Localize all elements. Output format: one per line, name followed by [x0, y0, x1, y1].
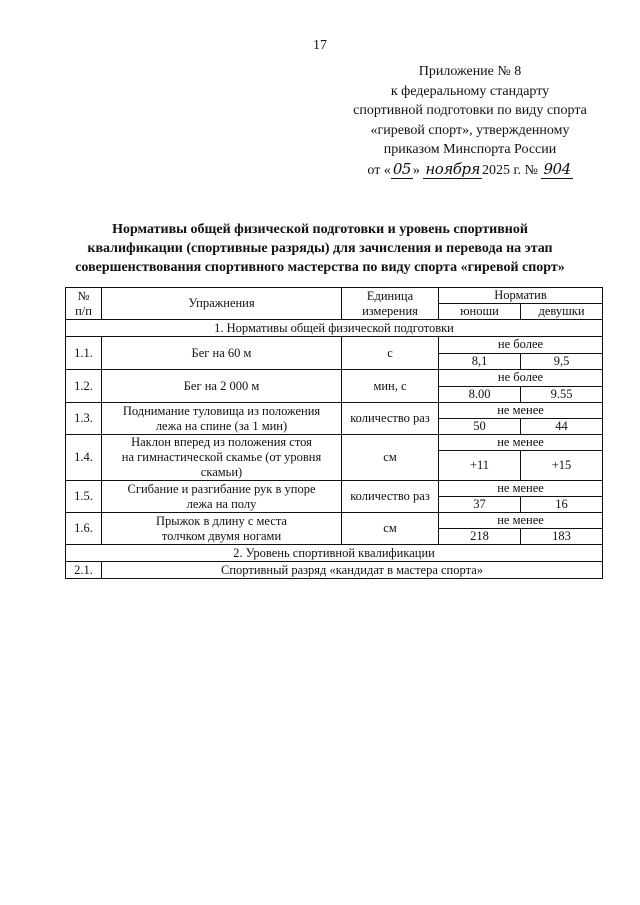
row-num: 1.1. — [66, 337, 102, 370]
section-row-1 — [66, 320, 603, 337]
header-norm: Норматив — [439, 288, 603, 304]
header-unit: Единица измерения — [342, 288, 439, 320]
appendix-date-line — [330, 160, 610, 181]
header-exercise: Упражнения — [102, 288, 342, 320]
row-girls-value: 44 — [521, 419, 603, 435]
row-boys-value: 37 — [439, 497, 521, 513]
row-condition: не более — [439, 370, 603, 387]
date-prefix: от « — [367, 162, 391, 178]
table-row — [66, 403, 603, 419]
row-exercise: Наклон вперед из положения стоя на гимнастической скамье (от уровня скамьи) — [102, 435, 342, 481]
appendix-line-4: «гиревой спорт», утвержденному — [370, 122, 570, 138]
row-unit: количество раз — [342, 481, 439, 513]
row-boys-value: +11 — [439, 451, 521, 481]
row-unit: мин, с — [342, 370, 439, 403]
order-number: 904 — [543, 159, 571, 178]
section-2-title: 2. Уровень спортивной квалификации — [66, 545, 603, 562]
row-num: 1.6. — [66, 513, 102, 545]
header-girls: девушки — [521, 304, 603, 320]
row-exercise: Бег на 2 000 м — [102, 370, 342, 403]
title-line-3: совершенствования спортивного мастерства по виду спорта «гиревой спорт» — [75, 260, 565, 275]
row-girls-value: 9.55 — [521, 386, 603, 403]
appendix-line-2: к федеральному стандарту — [390, 83, 550, 99]
row-condition: не менее — [439, 513, 603, 529]
table-row — [66, 562, 603, 579]
table-header-row — [66, 288, 603, 304]
row-condition: не менее — [439, 403, 603, 419]
date-month: ноября — [425, 159, 480, 178]
row-girls-value: 16 — [521, 497, 603, 513]
row-condition: не менее — [439, 481, 603, 497]
row-num: 2.1. — [66, 562, 102, 579]
row-unit: с — [342, 337, 439, 370]
appendix-block — [330, 62, 610, 180]
appendix-line-1: Приложение № 8 — [418, 64, 522, 79]
row-unit: см — [342, 513, 439, 545]
date-day: 05 — [392, 159, 411, 178]
row-exercise: Сгибание и разгибание рук в упоре лежа на полу — [102, 481, 342, 513]
row-num: 1.5. — [66, 481, 102, 513]
appendix-line-5: приказом Минспорта России — [383, 142, 557, 157]
row-unit: см — [342, 435, 439, 481]
row-boys-value: 218 — [439, 529, 521, 545]
table-row — [66, 370, 603, 387]
appendix-line-3: спортивной подготовки по виду спорта — [353, 103, 587, 118]
row-num: 1.3. — [66, 403, 102, 435]
row-exercise: Бег на 60 м — [102, 337, 342, 370]
row-unit: количество раз — [342, 403, 439, 435]
section-row-2 — [66, 545, 603, 562]
title-line-2: квалификации (спортивные разряды) для зачисления и перевода на этап — [87, 241, 553, 256]
norms-table — [65, 287, 603, 579]
title-line-1: Нормативы общей физической подготовки и уровень спортивной — [112, 222, 528, 237]
row-girls-value: +15 — [521, 451, 603, 481]
row-exercise: Поднимание туловища из положения лежа на спине (за 1 мин) — [102, 403, 342, 435]
table-row — [66, 337, 603, 354]
row-num: 1.2. — [66, 370, 102, 403]
row-condition: не более — [439, 337, 603, 354]
table-row — [66, 481, 603, 497]
row-num: 1.4. — [66, 435, 102, 481]
document-title — [40, 220, 600, 277]
row-qualification: Спортивный разряд «кандидат в мастера спорта» — [102, 562, 603, 579]
page-number: 17 — [313, 38, 327, 53]
row-girls-value: 183 — [521, 529, 603, 545]
row-condition: не менее — [439, 435, 603, 451]
row-exercise: Прыжок в длину с места толчком двумя ногами — [102, 513, 342, 545]
table-row — [66, 435, 603, 451]
header-num: № п/п — [66, 288, 102, 320]
header-boys: юноши — [439, 304, 521, 320]
section-1-title: 1. Нормативы общей физической подготовки — [66, 320, 603, 337]
row-boys-value: 8,1 — [439, 353, 521, 370]
row-boys-value: 50 — [439, 419, 521, 435]
date-mid: » — [412, 162, 420, 178]
table-row — [66, 513, 603, 529]
date-year: 2025 г. № — [481, 162, 538, 178]
row-boys-value: 8.00 — [439, 386, 521, 403]
row-girls-value: 9,5 — [521, 353, 603, 370]
